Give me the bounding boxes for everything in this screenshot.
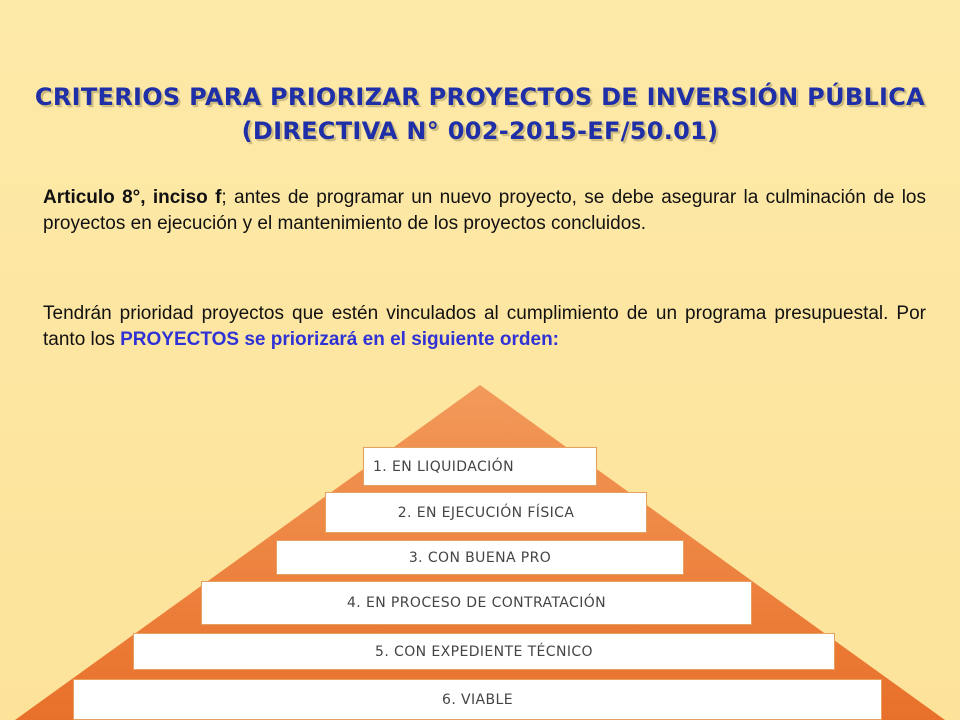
priority-highlight-projects: PROYECTOS — [120, 329, 240, 350]
title-line-1: CRITERIOS PARA PRIORIZAR PROYECTOS DE INVERSIÓN PÚBLICA — [34, 83, 926, 111]
pyramid-level-4 — [201, 581, 752, 625]
priority-highlight-order: se priorizará en el siguiente orden: — [239, 329, 559, 350]
pyramid-level-2-label: 2. EN EJECUCIÓN FÍSICA — [397, 504, 575, 521]
title-line-2: (DIRECTIVA N° 002-2015-EF/50.01) — [241, 117, 719, 145]
pyramid-level-1-label: 1. EN LIQUIDACIÓN — [373, 458, 514, 475]
article-reference: Articulo 8°, inciso f — [43, 187, 222, 208]
pyramid-level-2 — [325, 492, 647, 533]
pyramid-level-6-label: 6. VIABLE — [442, 691, 513, 708]
pyramid-level-1 — [363, 447, 597, 486]
pyramid-level-3-label: 3. CON BUENA PRO — [408, 549, 552, 566]
pyramid-level-3 — [276, 540, 684, 575]
pyramid-level-5-label: 5. CON EXPEDIENTE TÉCNICO — [375, 643, 593, 660]
pyramid-level-5 — [133, 633, 835, 670]
pyramid-level-4-label: 4. EN PROCESO DE CONTRATACIÓN — [346, 595, 607, 611]
pyramid-level-6 — [73, 679, 882, 720]
article-text: ; antes de programar un nuevo proyecto, se debe asegurar la culminación de los proyectos en ejecución y el mantenimiento de los proyectos concluidos. — [43, 187, 927, 234]
priority-text: Tendrán prioridad proyectos que estén vinculados al cumplimiento de un programa presupuestal. Por tanto los — [43, 303, 926, 350]
